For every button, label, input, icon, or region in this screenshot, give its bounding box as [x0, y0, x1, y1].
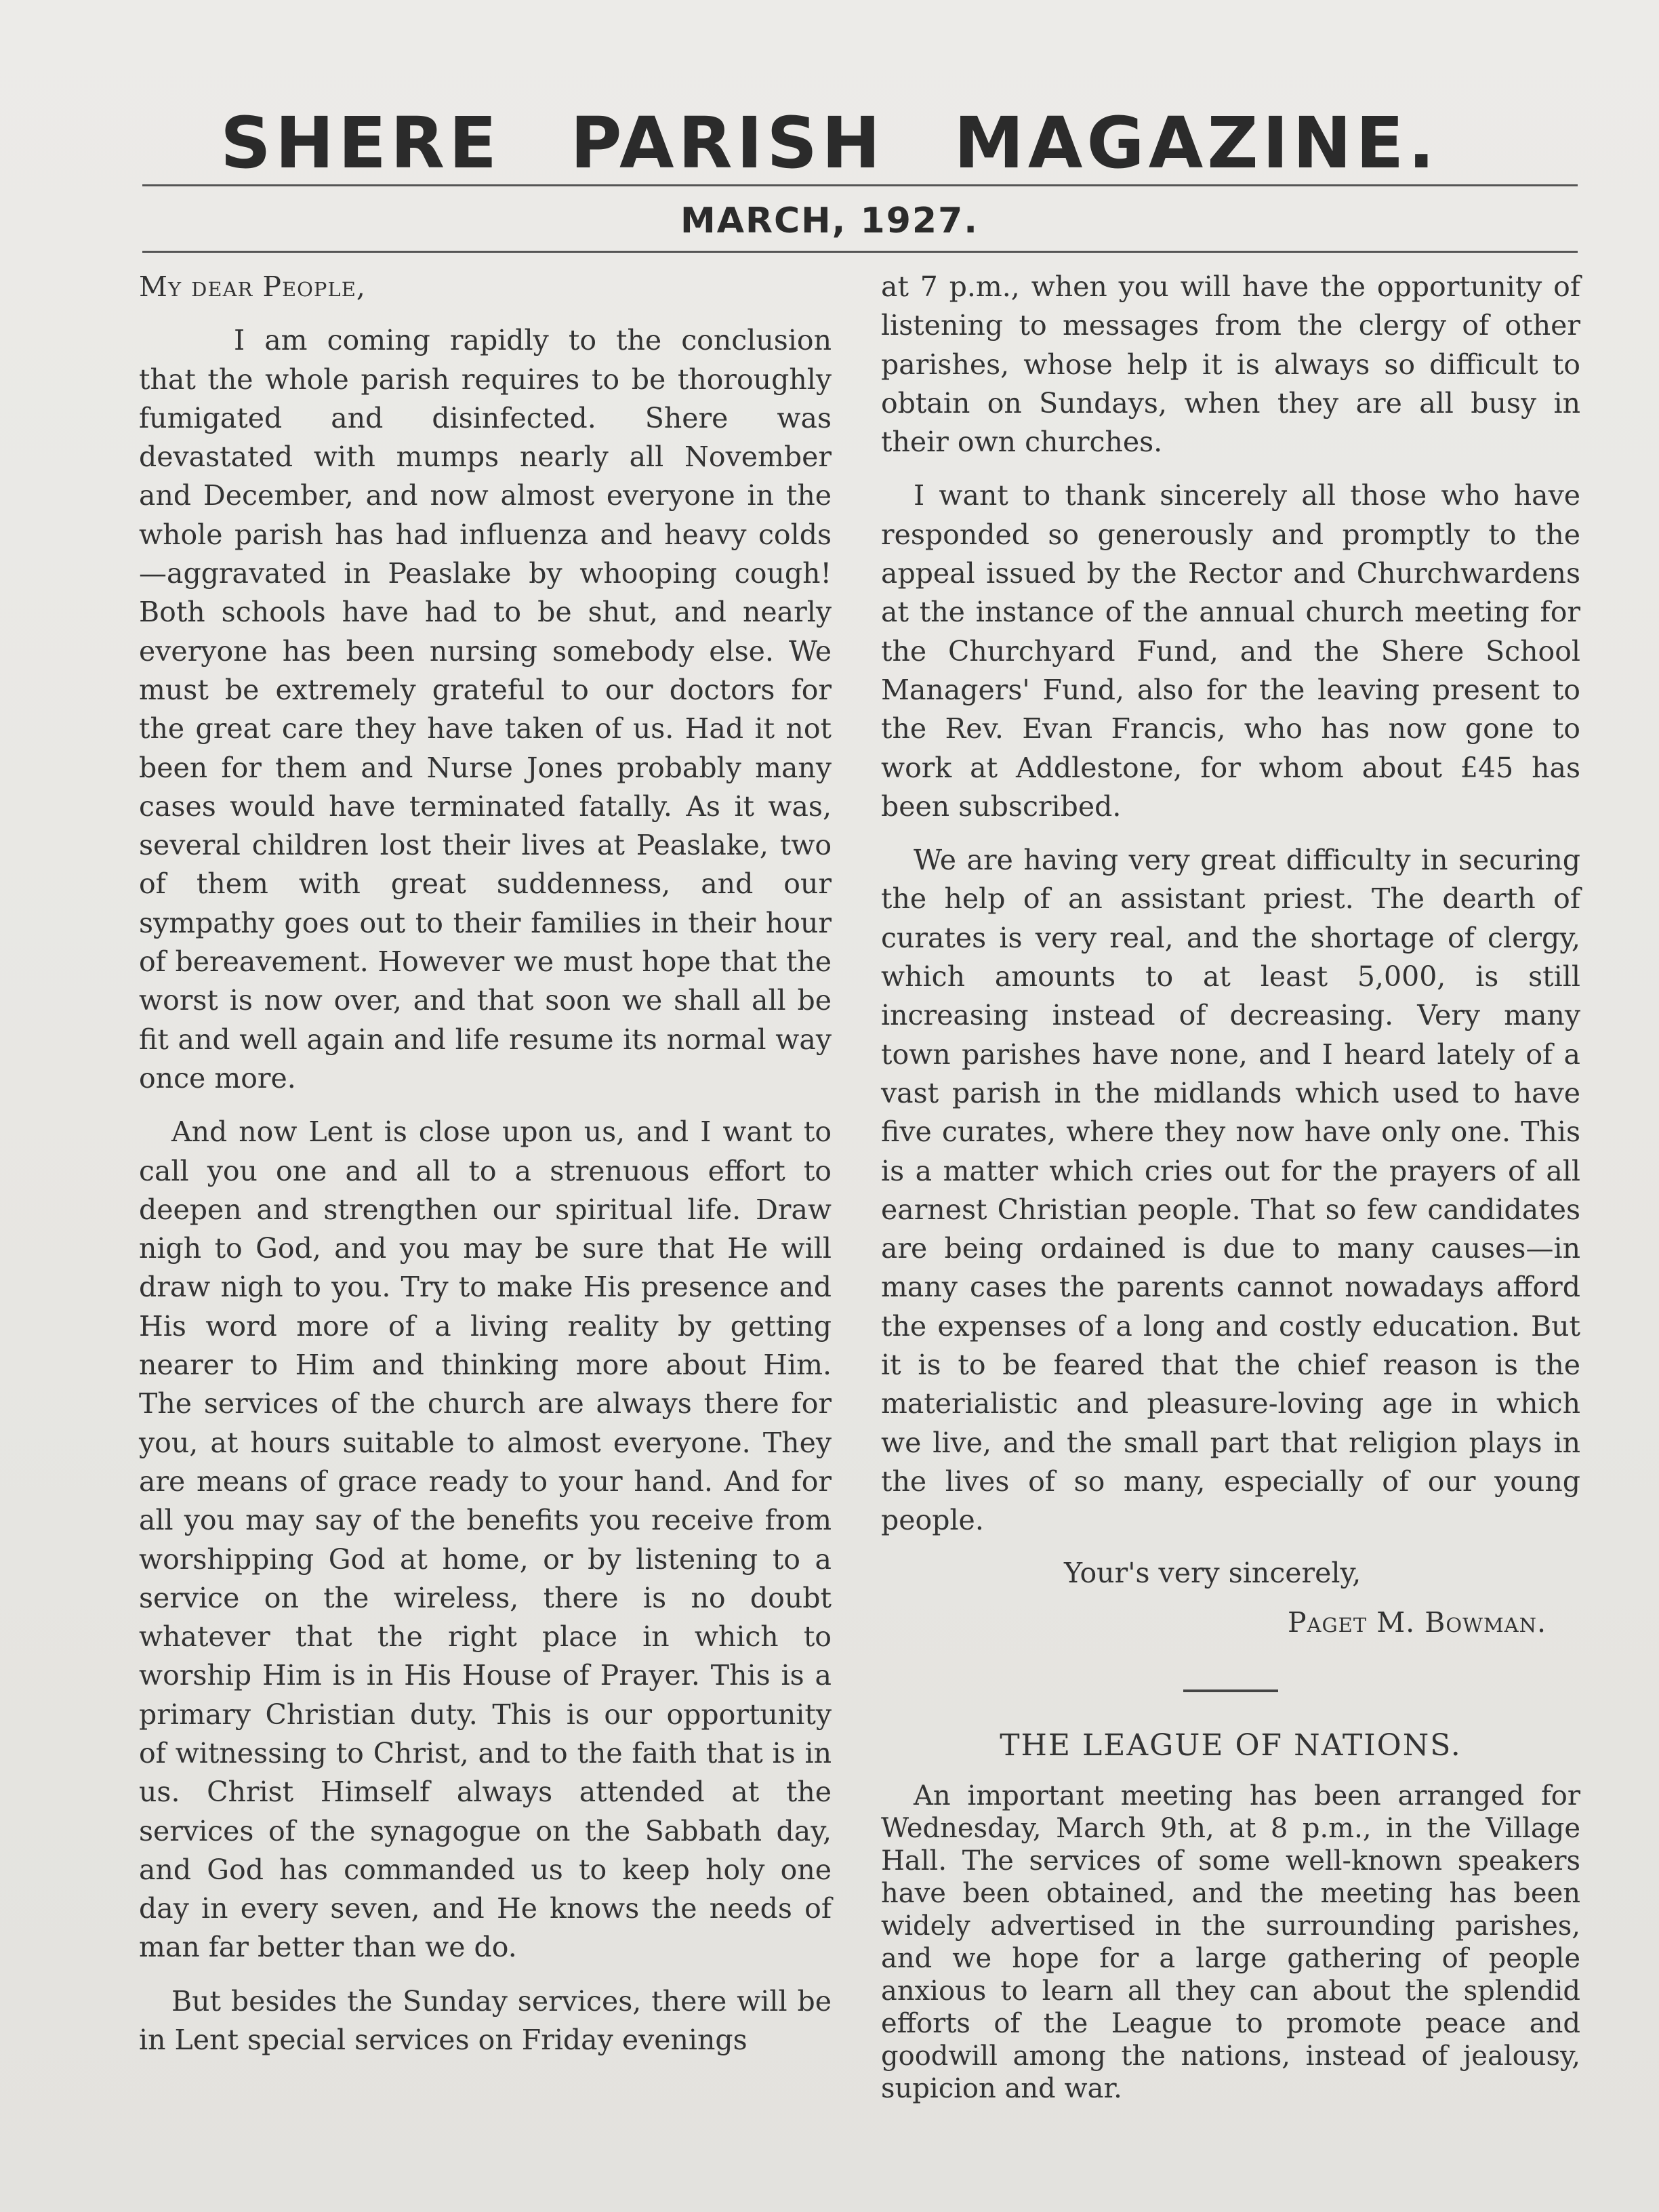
magazine-title: SHERE PARISH MAGAZINE.: [220, 102, 1439, 184]
letter-paragraph-4: I want to thank sincerely all those who have responded so generously and promptly to the appeal issued by the Rector and Churchwardens at the instance of the annual church meeting for the Churchyard Fund, and the Shere School Managers' Fund, also for the leaving present to the Rev. Evan Francis, who has now gone to work at Addlestone, for whom about £45 has been subscribed.: [881, 479, 1580, 823]
left-column: [139, 268, 832, 2060]
letter-signature: Paget M. Bowman.: [1287, 1605, 1547, 1639]
letter-paragraph-5: We are having very great difficulty in securing the help of an assistant priest. The dearth of curates is very real, and the shortage of clergy, which amounts to at least 5,000, is still increasing instead of decreasing. Very many town parishes have none, and I heard lately of a vast parish in the midlands which used to have five curates, where they now have only one. This is a matter which cries out for the prayers of all earnest Christian people. That so few candidates are being ordained is due to many causes—in many cases the parents cannot nowadays afford the expenses of a long and costly education. But it is to be feared that the chief reason is the materialistic and pleasure-loving age in which we live, and the small part that religion plays in the lives of so many, especially of our young people.: [881, 844, 1580, 1537]
section-divider: [1183, 1689, 1278, 1692]
date-rule: [142, 251, 1578, 253]
issue-date: MARCH, 1927.: [680, 201, 979, 241]
right-column: [881, 268, 1580, 2105]
letter-paragraph-2: And now Lent is close upon us, and I want to call you one and all to a strenuous effort to deepen and strengthen our spiritual life. Draw nigh to God, and you may be sure that He will draw nigh to you. Try to make His presence and His word more of a living reality by getting nearer to Him and thinking more about Him. The services of the church are always there for you, at hours suitable to almost everyone. They are means of grace ready to your hand. And for all you may say of the benefits you receive from worshipping God at home, or by listening to a service on the wireless, there is no doubt whatever that the right place in which to worship Him is in His House of Prayer. This is a primary Christian duty. This is our opportunity of witnessing to Christ, and to the faith that is in us. Christ Himself always attended at the services of the synagogue on the Sabbath day, and God has commanded us to keep holy one day in every seven, and He knows the needs of man far better than we do.: [139, 1115, 832, 1964]
league-section-body: An important meeting has been arranged for Wednesday, March 9th, at 8 p.m., in the Village Hall. The services of some well-known speakers have been obtained, and the meeting has been widely advertised in the surrounding parishes, and we hope for a large gathering of people anxious to learn all they can about the splendid efforts of the League to promote peace and goodwill among the nations, instead of jealousy, supicion and war.: [881, 1780, 1580, 2105]
letter-paragraph-1: I am coming rapidly to the conclusion that the whole parish requires to be thoroughly fumigated and disinfected. Shere was devastated with mumps nearly all November and December, and now almost everyone in the whole parish has had influenza and heavy colds —aggravated in Peaslake by whooping cough! Both schools have had to be shut, and nearly everyone has been nursing somebody else. We must be extremely grateful to our doctors for the great care they have taken of us. Had it not been for them and Nurse Jones probably many cases would have terminated fatally. As it was, several children lost their lives at Peaslake, two of them with great suddenness, and our sympathy goes out to their families in their hour of bereavement. However we must hope that the worst is now over, and that soon we shall all be fit and well again and life resume its normal way once more.: [139, 324, 832, 1094]
league-section-title: THE LEAGUE OF NATIONS.: [1000, 1728, 1462, 1763]
letter-salutation: My dear People,: [139, 270, 366, 303]
title-rule: [142, 184, 1578, 186]
letter-paragraph-3: But besides the Sunday services, there will be in Lent special services on Friday evenings: [139, 1984, 832, 2057]
letter-closing: Your's very sincerely,: [1064, 1556, 1361, 1589]
letter-paragraph-3-continued: at 7 p.m., when you will have the opportunity of listening to messages from the clergy of other parishes, whose help it is always so difficult to obtain on Sundays, when they are all busy in their own churches.: [881, 270, 1580, 459]
